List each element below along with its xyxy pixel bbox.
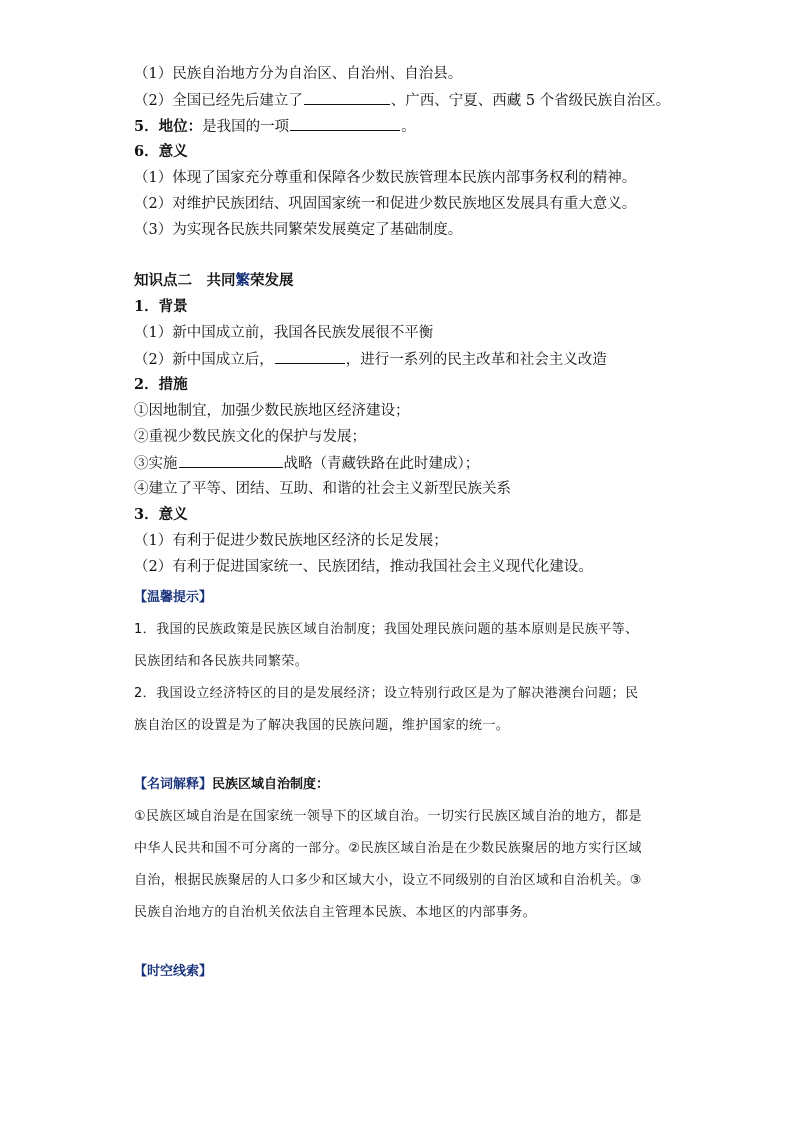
measure-4: ④建立了平等、团结、互助、和谐的社会主义新型民族关系: [134, 481, 511, 497]
significance-2: （2）对维护民族团结、巩固国家统一和促进少数民族地区发展具有重大意义。: [134, 196, 637, 212]
tip-2-line-2: 族自治区的设置是为了解决我国的民族问题，维护国家的统一。: [134, 718, 510, 733]
background-heading: 1．背景: [134, 298, 188, 315]
meaning-1: （1）有利于促进少数民族地区经济的长足发展；: [134, 533, 448, 549]
significance-3: （3）为实现各民族共同繁荣发展奠定了基础制度。: [134, 222, 463, 238]
measure-2: ②重视少数民族文化的保护与发展；: [134, 429, 366, 445]
point-2: （2）全国已经先后建立了 、广西、宁夏、西藏 5 个省级民族自治区。: [134, 90, 670, 111]
glossary-line-2: 中华人民共和国不可分离的一部分。②民族区域自治是在少数民族聚居的地方实行区域: [134, 841, 642, 856]
fill-blank[interactable]: [290, 116, 400, 131]
glossary-line-3: 自治，根据民族聚居的人口多少和区域大小，设立不同级别的自治区域和自治机关。③: [134, 873, 642, 888]
tip-2-line-1: 2．我国设立经济特区的目的是发展经济；设立特别行政区是为了解决港澳台问题；民: [134, 686, 639, 701]
tip-1-line-2: 民族团结和各民族共同繁荣。: [134, 654, 309, 669]
background-1: （1）新中国成立前，我国各民族发展很不平衡: [134, 325, 434, 341]
measure-1: ①因地制宜，加强少数民族地区经济建设；: [134, 403, 410, 419]
background-2: （2）新中国成立后， ，进行一系列的民主改革和社会主义改造: [134, 349, 607, 370]
measures-heading: 2．措施: [134, 376, 188, 393]
meaning-heading: 3．意义: [134, 506, 188, 523]
glossary-line-1: ①民族区域自治是在国家统一领导下的区域自治。一切实行民族区域自治的地方，都是: [134, 809, 642, 824]
status-line: 5．地位：是我国的一项 。: [134, 118, 416, 135]
measure-3: ③实施 战略（青藏铁路在此时建成）；: [134, 453, 479, 474]
point-1: （1）民族自治地方分为自治区、自治州、自治县。: [134, 66, 463, 82]
fill-blank[interactable]: [304, 90, 390, 105]
fill-blank[interactable]: [179, 453, 283, 468]
timeline-header: 【时空线索】: [134, 964, 213, 979]
tip-1-line-1: 1．我国的民族政策是民族区域自治制度；我国处理民族问题的基本原则是民族平等、: [134, 622, 639, 637]
tips-header: 【温馨提示】: [134, 590, 213, 605]
section-title: 知识点二 共同繁荣发展: [134, 272, 294, 289]
glossary-line-4: 民族自治地方的自治机关依法自主管理本民族、本地区的内部事务。: [134, 905, 537, 920]
significance-heading: 6．意义: [134, 143, 188, 160]
glossary-header: 【名词解释】民族区域自治制度：: [134, 777, 330, 792]
fill-blank[interactable]: [275, 349, 345, 364]
significance-1: （1）体现了国家充分尊重和保障各少数民族管理本民族内部事务权利的精神。: [134, 170, 637, 186]
meaning-2: （2）有利于促进国家统一、民族团结，推动我国社会主义现代化建设。: [134, 559, 593, 575]
